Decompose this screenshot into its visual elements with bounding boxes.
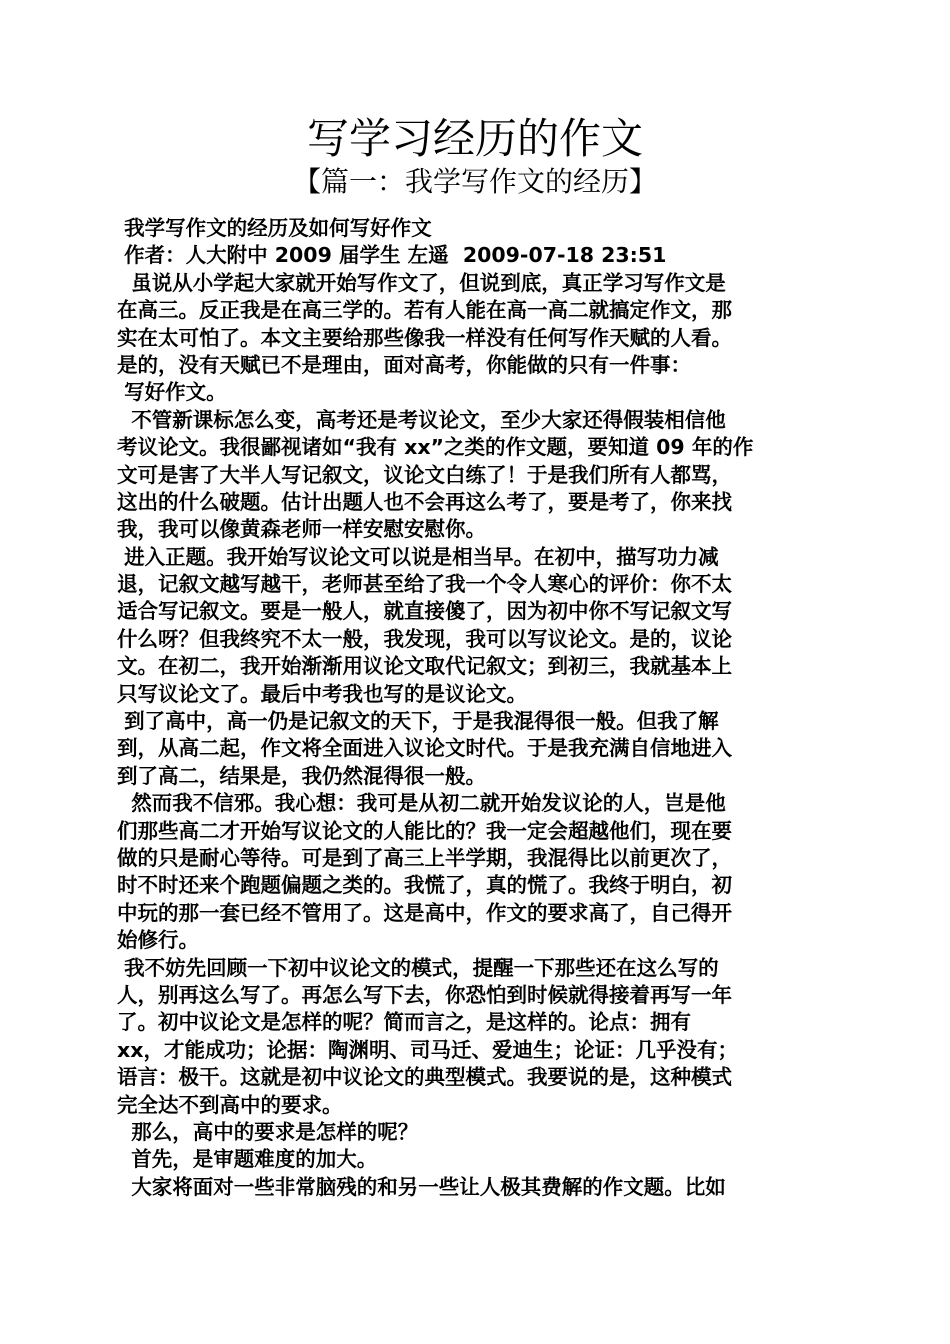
text-line: 始修行。 <box>117 928 199 953</box>
text-line: 文。在初二，我开始渐渐用议论文取代记叙文；到初三，我就基本上 <box>117 654 732 679</box>
text-line: 人，别再这么写了。再怎么写下去，你恐怕到时候就得接着再写一年 <box>117 982 732 1007</box>
text-line: 文可是害了大半人写记叙文，议论文白练了！于是我们所有人都骂， <box>117 462 732 487</box>
text-line: 完全达不到高中的要求。 <box>117 1092 343 1117</box>
text-line: 写好作文。 <box>117 380 227 405</box>
text-line: 虽说从小学起大家就开始写作文了，但说到底，真正学习写作文是 <box>117 270 726 295</box>
text-line: 在高三。反正我是在高三学的。若有人能在高一高二就搞定作文，那 <box>117 298 732 323</box>
text-line: 到了高二，结果是，我仍然混得很一般。 <box>117 763 486 788</box>
text-line: 我不妨先回顾一下初中议论文的模式，提醒一下那些还在这么写的 <box>117 955 719 980</box>
text-line: 进入正题。我开始写议论文可以说是相当早。在初中，描写功力减 <box>117 544 719 569</box>
text-line: 是的，没有天赋已不是理由，面对高考，你能做的只有一件事： <box>117 352 691 377</box>
document-subtitle: 【篇一：我学写作文的经历】 <box>292 165 657 198</box>
text-line: 首先，是审题难度的加大。 <box>117 1147 378 1172</box>
text-line: 那么，高中的要求是怎样的呢？ <box>117 1119 419 1144</box>
text-line: 做的只是耐心等待。可是到了高三上半学期，我混得比以前更次了， <box>117 845 732 870</box>
text-line: 退，记叙文越写越干，老师甚至给了我一个令人寒心的评价：你不太 <box>117 572 732 597</box>
document-title: 写学习经历的作文 <box>306 114 643 163</box>
text-line: 中玩的那一套已经不管用了。这是高中，作文的要求高了，自己得开 <box>117 900 732 925</box>
text-line: 时不时还来个跑题偏题之类的。我慌了，真的慌了。我终于明白，初 <box>117 873 732 898</box>
text-line: 什么呀？但我终究不太一般，我发现，我可以写议论文。是的，议论 <box>117 626 732 651</box>
text-line: 考议论文。我很鄙视诸如“我有 xx”之类的作文题，要知道 09 年的作 <box>117 435 754 460</box>
text-line: 大家将面对一些非常脑残的和另一些让人极其费解的作文题。比如 <box>117 1174 726 1199</box>
text-line: 这出的什么破题。估计出题人也不会再这么考了，要是考了，你来找 <box>117 489 732 514</box>
text-line: 适合写记叙文。要是一般人，就直接傻了，因为初中你不写记叙文写 <box>117 599 732 624</box>
text-line: 然而我不信邪。我心想：我可是从初二就开始发议论的人，岂是他 <box>117 791 726 816</box>
text-line: 们那些高二才开始写议论文的人能比的？我一定会超越他们，现在要 <box>117 818 732 843</box>
text-line: 不管新课标怎么变，高考还是考议论文，至少大家还得假装相信他 <box>117 407 726 432</box>
document-body <box>117 215 837 1201</box>
text-line: 我学写作文的经历及如何写好作文 <box>117 216 432 240</box>
text-line: 只写议论文了。最后中考我也写的是议论文。 <box>117 681 527 706</box>
text-line: 我，我可以像黄森老师一样安慰安慰你。 <box>117 517 486 542</box>
text-line: 作者：人大附中 2009 届学生 左遥 2009-07-18 23:51 <box>117 243 667 268</box>
text-line: 到了高中，高一仍是记叙文的天下，于是我混得很一般。但我了解 <box>117 709 719 734</box>
text-line: 语言：极干。这就是初中议论文的典型模式。我要说的是，这种模式 <box>117 1065 732 1090</box>
text-line: 了。初中议论文是怎样的呢？简而言之，是这样的。论点：拥有 <box>117 1010 691 1035</box>
text-line: xx，才能成功；论据：陶渊明、司马迁、爱迪生；论证：几乎没有； <box>117 1037 738 1062</box>
text-line: 到，从高二起，作文将全面进入议论文时代。于是我充满自信地进入 <box>117 736 732 761</box>
text-line: 实在太可怕了。本文主要给那些像我一样没有任何写作天赋的人看。 <box>117 325 732 350</box>
